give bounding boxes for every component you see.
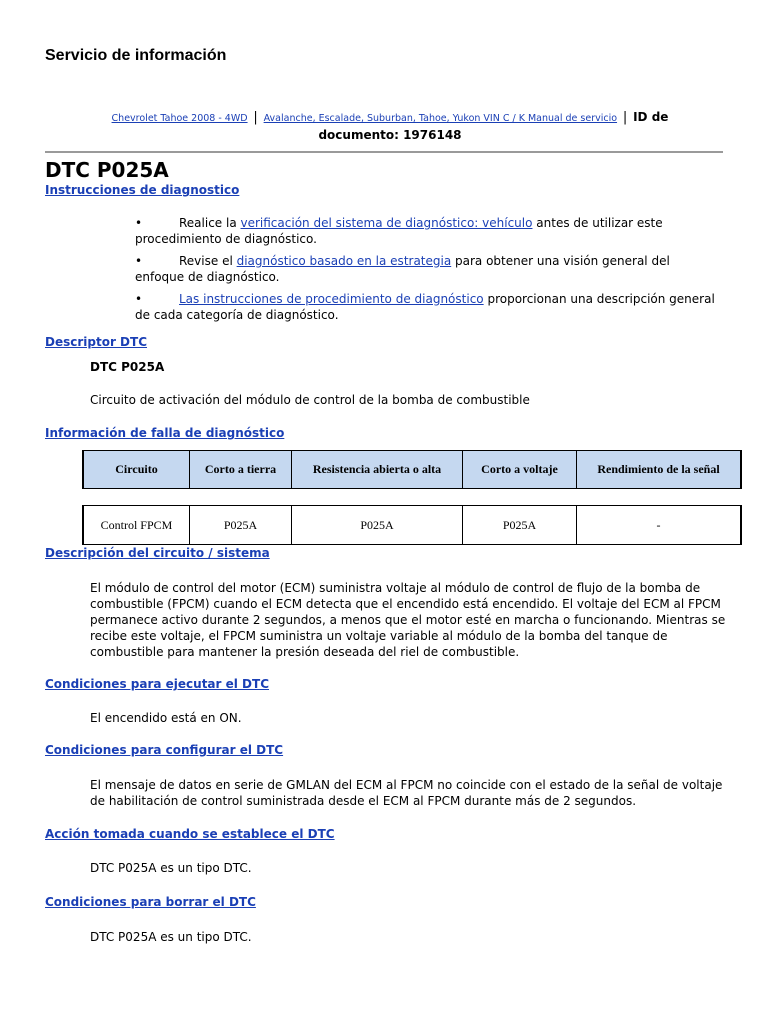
descriptor-code: DTC P025A: [90, 360, 165, 374]
column-header: Circuito: [83, 451, 190, 489]
list-item: [135, 253, 715, 285]
descriptor-description: Circuito de activación del módulo de control de la bomba de combustible: [90, 393, 530, 407]
heading-dtc-descriptor[interactable]: Descriptor DTC: [45, 335, 148, 349]
column-header: Corto a voltaje: [463, 451, 577, 489]
heading-run-conditions[interactable]: Condiciones para ejecutar el DTC: [45, 677, 270, 691]
link-procedure-instructions[interactable]: Las instrucciones de procedimiento de diagnóstico: [179, 292, 484, 306]
table-cell: Control FPCM: [83, 506, 190, 545]
table-cell: P025A: [292, 506, 463, 545]
column-header: Corto a tierra: [190, 451, 292, 489]
list-item-text: proporcionan una descripción general de cada categoría de diagnóstico.: [135, 292, 715, 322]
document-title: DTC P025A: [45, 158, 169, 182]
breadcrumb-separator: |: [622, 110, 628, 125]
heading-circuit-description[interactable]: Descripción del circuito / sistema: [45, 546, 270, 560]
link-verification-system[interactable]: verificación del sistema de diagnóstico: vehículo: [240, 216, 533, 230]
breadcrumb-link-vehicle[interactable]: Chevrolet Tahoe 2008 - 4WD: [111, 113, 248, 124]
table-cell: P025A: [190, 506, 292, 545]
bullet-icon: •: [135, 254, 143, 268]
list-item-text: para obtener una visión general del enfoque de diagnóstico.: [135, 254, 670, 284]
set-conditions-text: El mensaje de datos en serie de GMLAN del ECM al FPCM no coincide con el estado de la señal de voltaje de habilitación de control suministrada desde el ECM al FPCM durante más de 2 segundos.: [90, 778, 723, 808]
header-divider: [45, 151, 723, 153]
column-header: Resistencia abierta o alta: [292, 451, 463, 489]
bullet-icon: •: [135, 216, 143, 230]
document-id: ID de documento: 1976148: [318, 110, 669, 142]
table-header-row: [83, 451, 741, 489]
list-item: [135, 291, 715, 323]
breadcrumb-link-manual[interactable]: Avalanche, Escalade, Suburban, Tahoe, Yukon VIN C / K Manual de servicio: [263, 113, 618, 124]
heading-diagnostic-instructions[interactable]: Instrucciones de diagnostico: [45, 183, 240, 197]
list-item: [135, 215, 715, 247]
heading-action-taken[interactable]: Acción tomada cuando se establece el DTC: [45, 827, 335, 841]
list-item-text: Revise el: [179, 254, 237, 268]
column-header: Rendimiento de la señal: [577, 451, 742, 489]
diagnostic-instructions-list: [135, 215, 715, 329]
heading-fault-info[interactable]: Información de falla de diagnóstico: [45, 426, 285, 440]
table-row: [83, 506, 741, 545]
action-taken-text: DTC P025A es un tipo DTC.: [90, 861, 252, 875]
clear-conditions-text: DTC P025A es un tipo DTC.: [90, 930, 252, 944]
link-strategy-diagnosis[interactable]: diagnóstico basado en la estrategia: [236, 254, 452, 268]
breadcrumb-separator: |: [253, 110, 258, 125]
page-header-title: Servicio de información: [45, 47, 227, 64]
table-spacer: [83, 489, 741, 506]
list-item-text: Realice la: [179, 216, 241, 230]
breadcrumb: [70, 109, 710, 143]
run-conditions-text: El encendido está en ON.: [90, 711, 242, 725]
heading-set-conditions[interactable]: Condiciones para configurar el DTC: [45, 743, 284, 757]
fault-info-table: [82, 450, 742, 545]
table-cell: -: [577, 506, 742, 545]
table-cell: P025A: [463, 506, 577, 545]
list-item-text: antes de utilizar este procedimiento de diagnóstico.: [135, 216, 663, 246]
bullet-icon: •: [135, 292, 143, 306]
circuit-description-text: El módulo de control del motor (ECM) suministra voltaje al módulo de control de flujo de la bomba de combustible (FPCM) cuando el ECM detecta que el encendido está encendido. El voltaje del ECM al FPCM permanece activo durante 2 segundos, a menos que el motor esté en marcha o funcionando. Mientras se recibe este voltaje, el FPCM suministra un voltaje variable al módulo de la bomba del tanque de combustible para mantener la presión deseada del riel de combustible.: [90, 581, 726, 659]
heading-clear-conditions[interactable]: Condiciones para borrar el DTC: [45, 895, 256, 909]
